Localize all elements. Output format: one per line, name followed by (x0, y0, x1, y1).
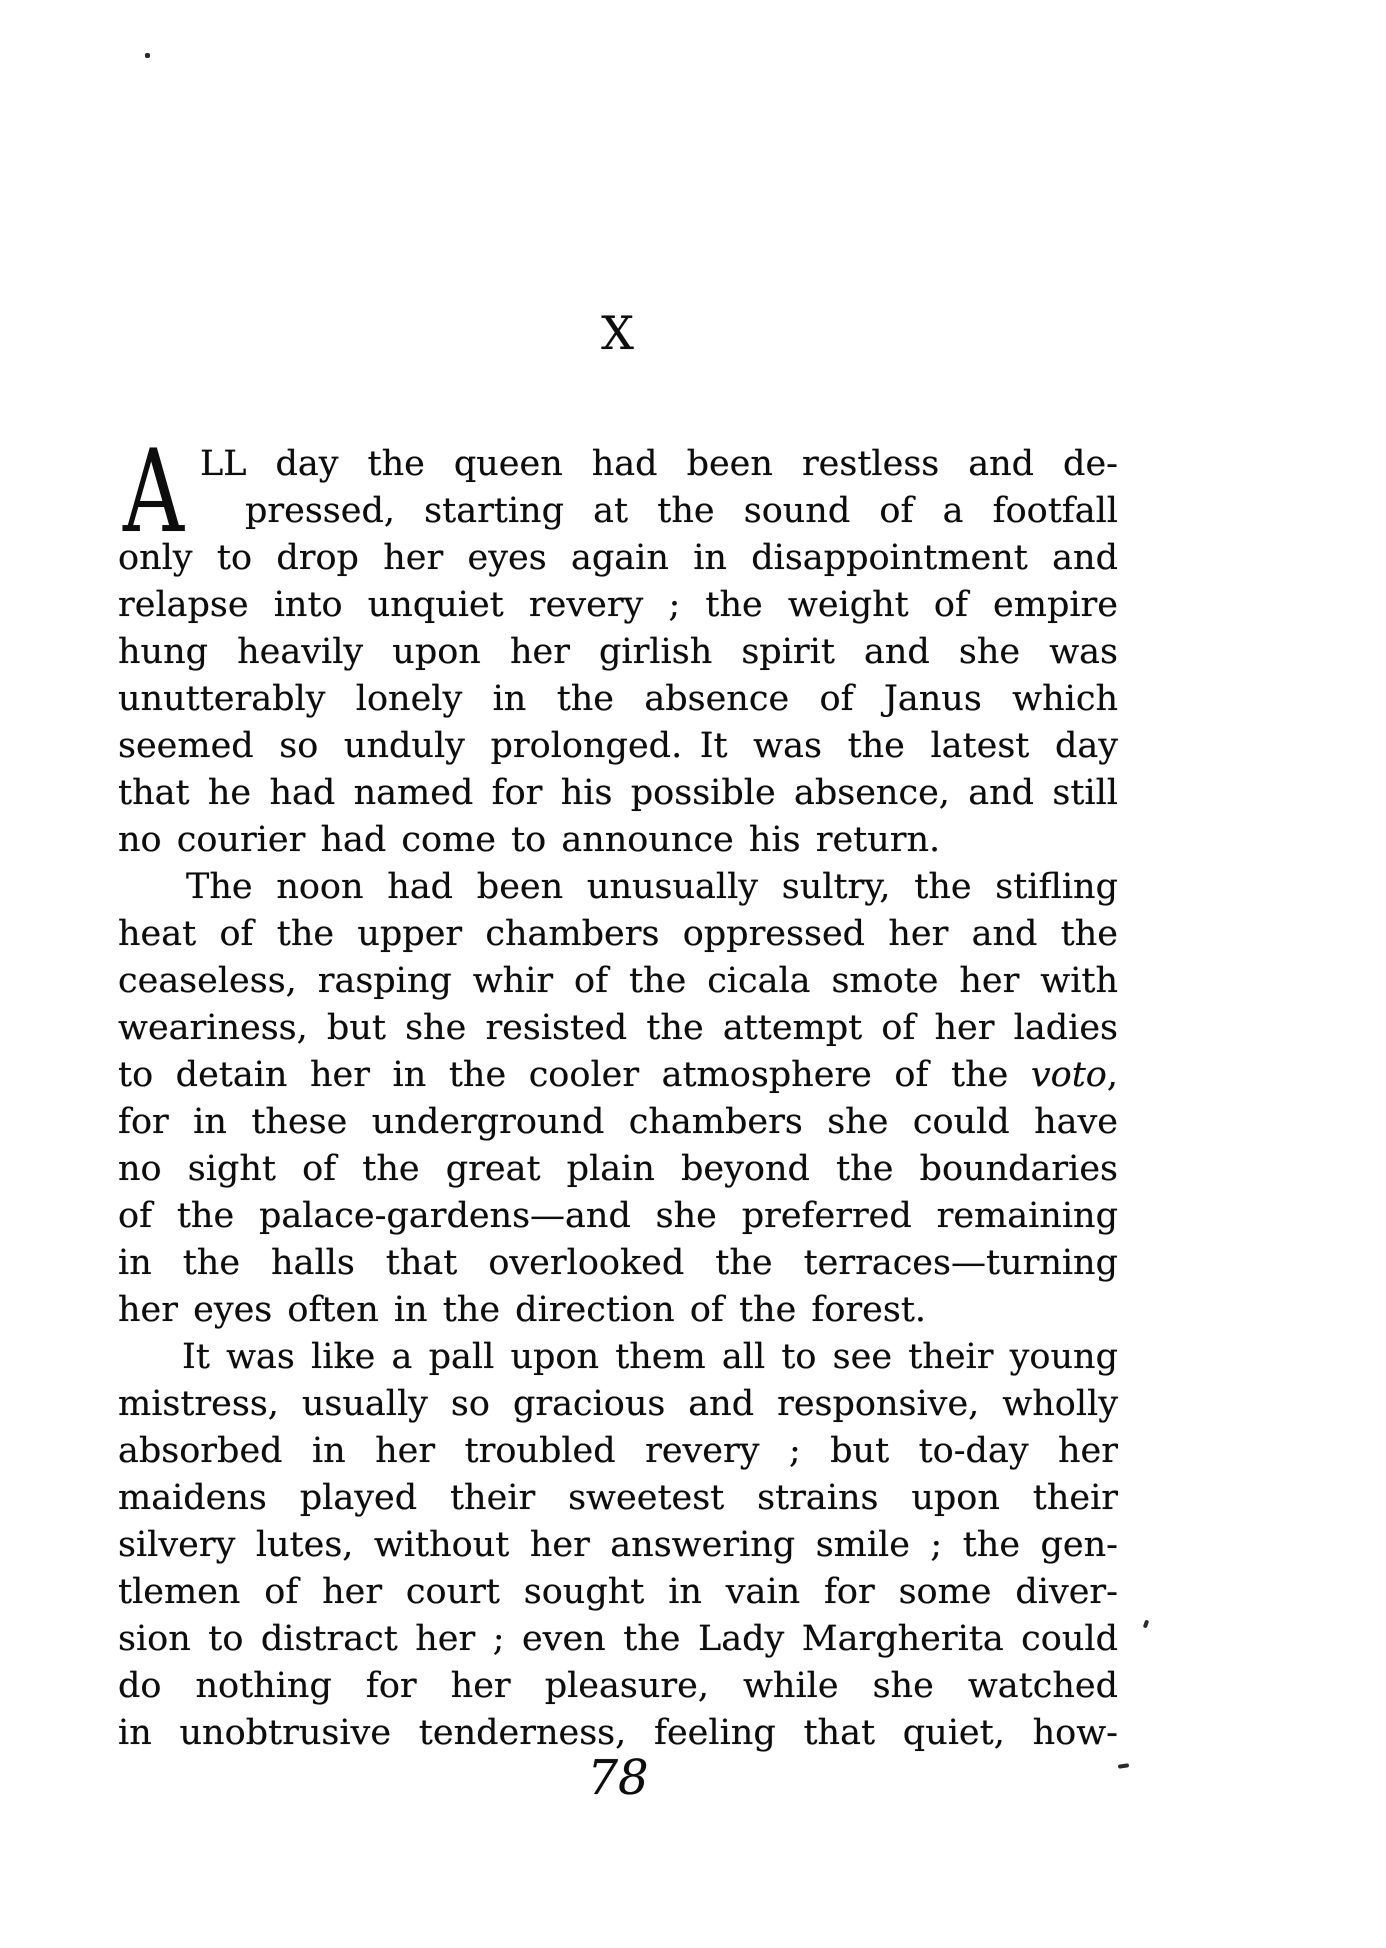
text-segment: of the palace-gardens—and she preferred remaining (118, 1196, 1118, 1236)
text-segment: seemed so unduly prolonged. It was the latest day (118, 726, 1118, 766)
text-segment: only to drop her eyes again in disappointment and (118, 538, 1118, 578)
text-segment: sion to distract her ; even the Lady Margherita could (118, 1619, 1118, 1659)
body-lines (118, 425, 1118, 1757)
text-line (118, 1428, 1118, 1475)
text-segment: heat of the upper chambers oppressed her and the (118, 914, 1118, 954)
drop-cap: A (123, 425, 184, 558)
text-line (118, 1381, 1118, 1428)
scan-speck (1118, 1763, 1129, 1768)
text-line (118, 535, 1118, 582)
text-segment: , (1106, 1055, 1118, 1095)
scan-speck (1143, 1620, 1149, 1629)
text-segment: pressed, starting at the sound of a footfall (245, 491, 1118, 531)
text-segment: The noon had been unusually sultry, the stifling (186, 867, 1118, 907)
text-line (118, 1522, 1118, 1569)
text-line (118, 1193, 1118, 1240)
text-line (118, 1287, 1118, 1334)
text-line (118, 1005, 1118, 1052)
text-line (118, 770, 1118, 817)
chapter-heading: X (601, 306, 635, 360)
text-line (118, 817, 1118, 864)
text-line (118, 1616, 1118, 1663)
text-line (118, 1334, 1118, 1381)
text-line (118, 911, 1118, 958)
text-line (118, 1475, 1118, 1522)
text-segment: in unobtrusive tenderness, feeling that quiet, how- (118, 1713, 1118, 1753)
text-line (118, 1146, 1118, 1193)
text-segment: no courier had come to announce his return. (118, 820, 941, 860)
text-segment: It was like a pall upon them all to see their young (182, 1337, 1118, 1377)
text-segment: tlemen of her court sought in vain for some diver- (118, 1572, 1118, 1612)
text-line (118, 1099, 1118, 1146)
text-line (118, 723, 1118, 770)
text-line (118, 958, 1118, 1005)
text-segment: hung heavily upon her girlish spirit and she was (118, 632, 1118, 672)
page-number: 78 (587, 1750, 649, 1806)
text-line (118, 1569, 1118, 1616)
text-segment: in the halls that overlooked the terraces—turning (118, 1243, 1118, 1283)
italic-word: voto (1030, 1055, 1107, 1095)
text-line (118, 676, 1118, 723)
text-segment: silvery lutes, without her answering smile ; the gen- (118, 1525, 1118, 1565)
text-segment: do nothing for her pleasure, while she watched (118, 1666, 1118, 1706)
text-segment: her eyes often in the direction of the forest. (118, 1290, 927, 1330)
text-segment: mistress, usually so gracious and responsive, wholly (118, 1384, 1118, 1424)
text-segment: relapse into unquiet revery ; the weight of empire (118, 585, 1118, 625)
text-segment: no sight of the great plain beyond the boundaries (118, 1149, 1118, 1189)
text-segment: unutterably lonely in the absence of Janus which (118, 679, 1118, 719)
text-segment: that he had named for his possible absence, and still (118, 773, 1118, 813)
text-segment: weariness, but she resisted the attempt of her ladies (118, 1008, 1118, 1048)
scan-speck (145, 53, 150, 58)
text-line (118, 488, 1118, 535)
text-line (118, 1052, 1118, 1099)
text-line (118, 441, 1118, 488)
text-segment: absorbed in her troubled revery ; but to-day her (118, 1431, 1118, 1471)
text-segment: for in these underground chambers she could have (118, 1102, 1118, 1142)
body-text (118, 425, 1118, 1757)
text-segment: maidens played their sweetest strains upon their (118, 1478, 1118, 1518)
text-line (118, 1663, 1118, 1710)
text-line (118, 1240, 1118, 1287)
text-line (118, 629, 1118, 676)
text-line (118, 582, 1118, 629)
text-line (118, 864, 1118, 911)
text-segment: LL day the queen had been restless and de- (200, 444, 1118, 484)
text-segment: to detain her in the cooler atmosphere of the (118, 1055, 1031, 1095)
text-segment: ceaseless, rasping whir of the cicala smote her with (118, 961, 1118, 1001)
